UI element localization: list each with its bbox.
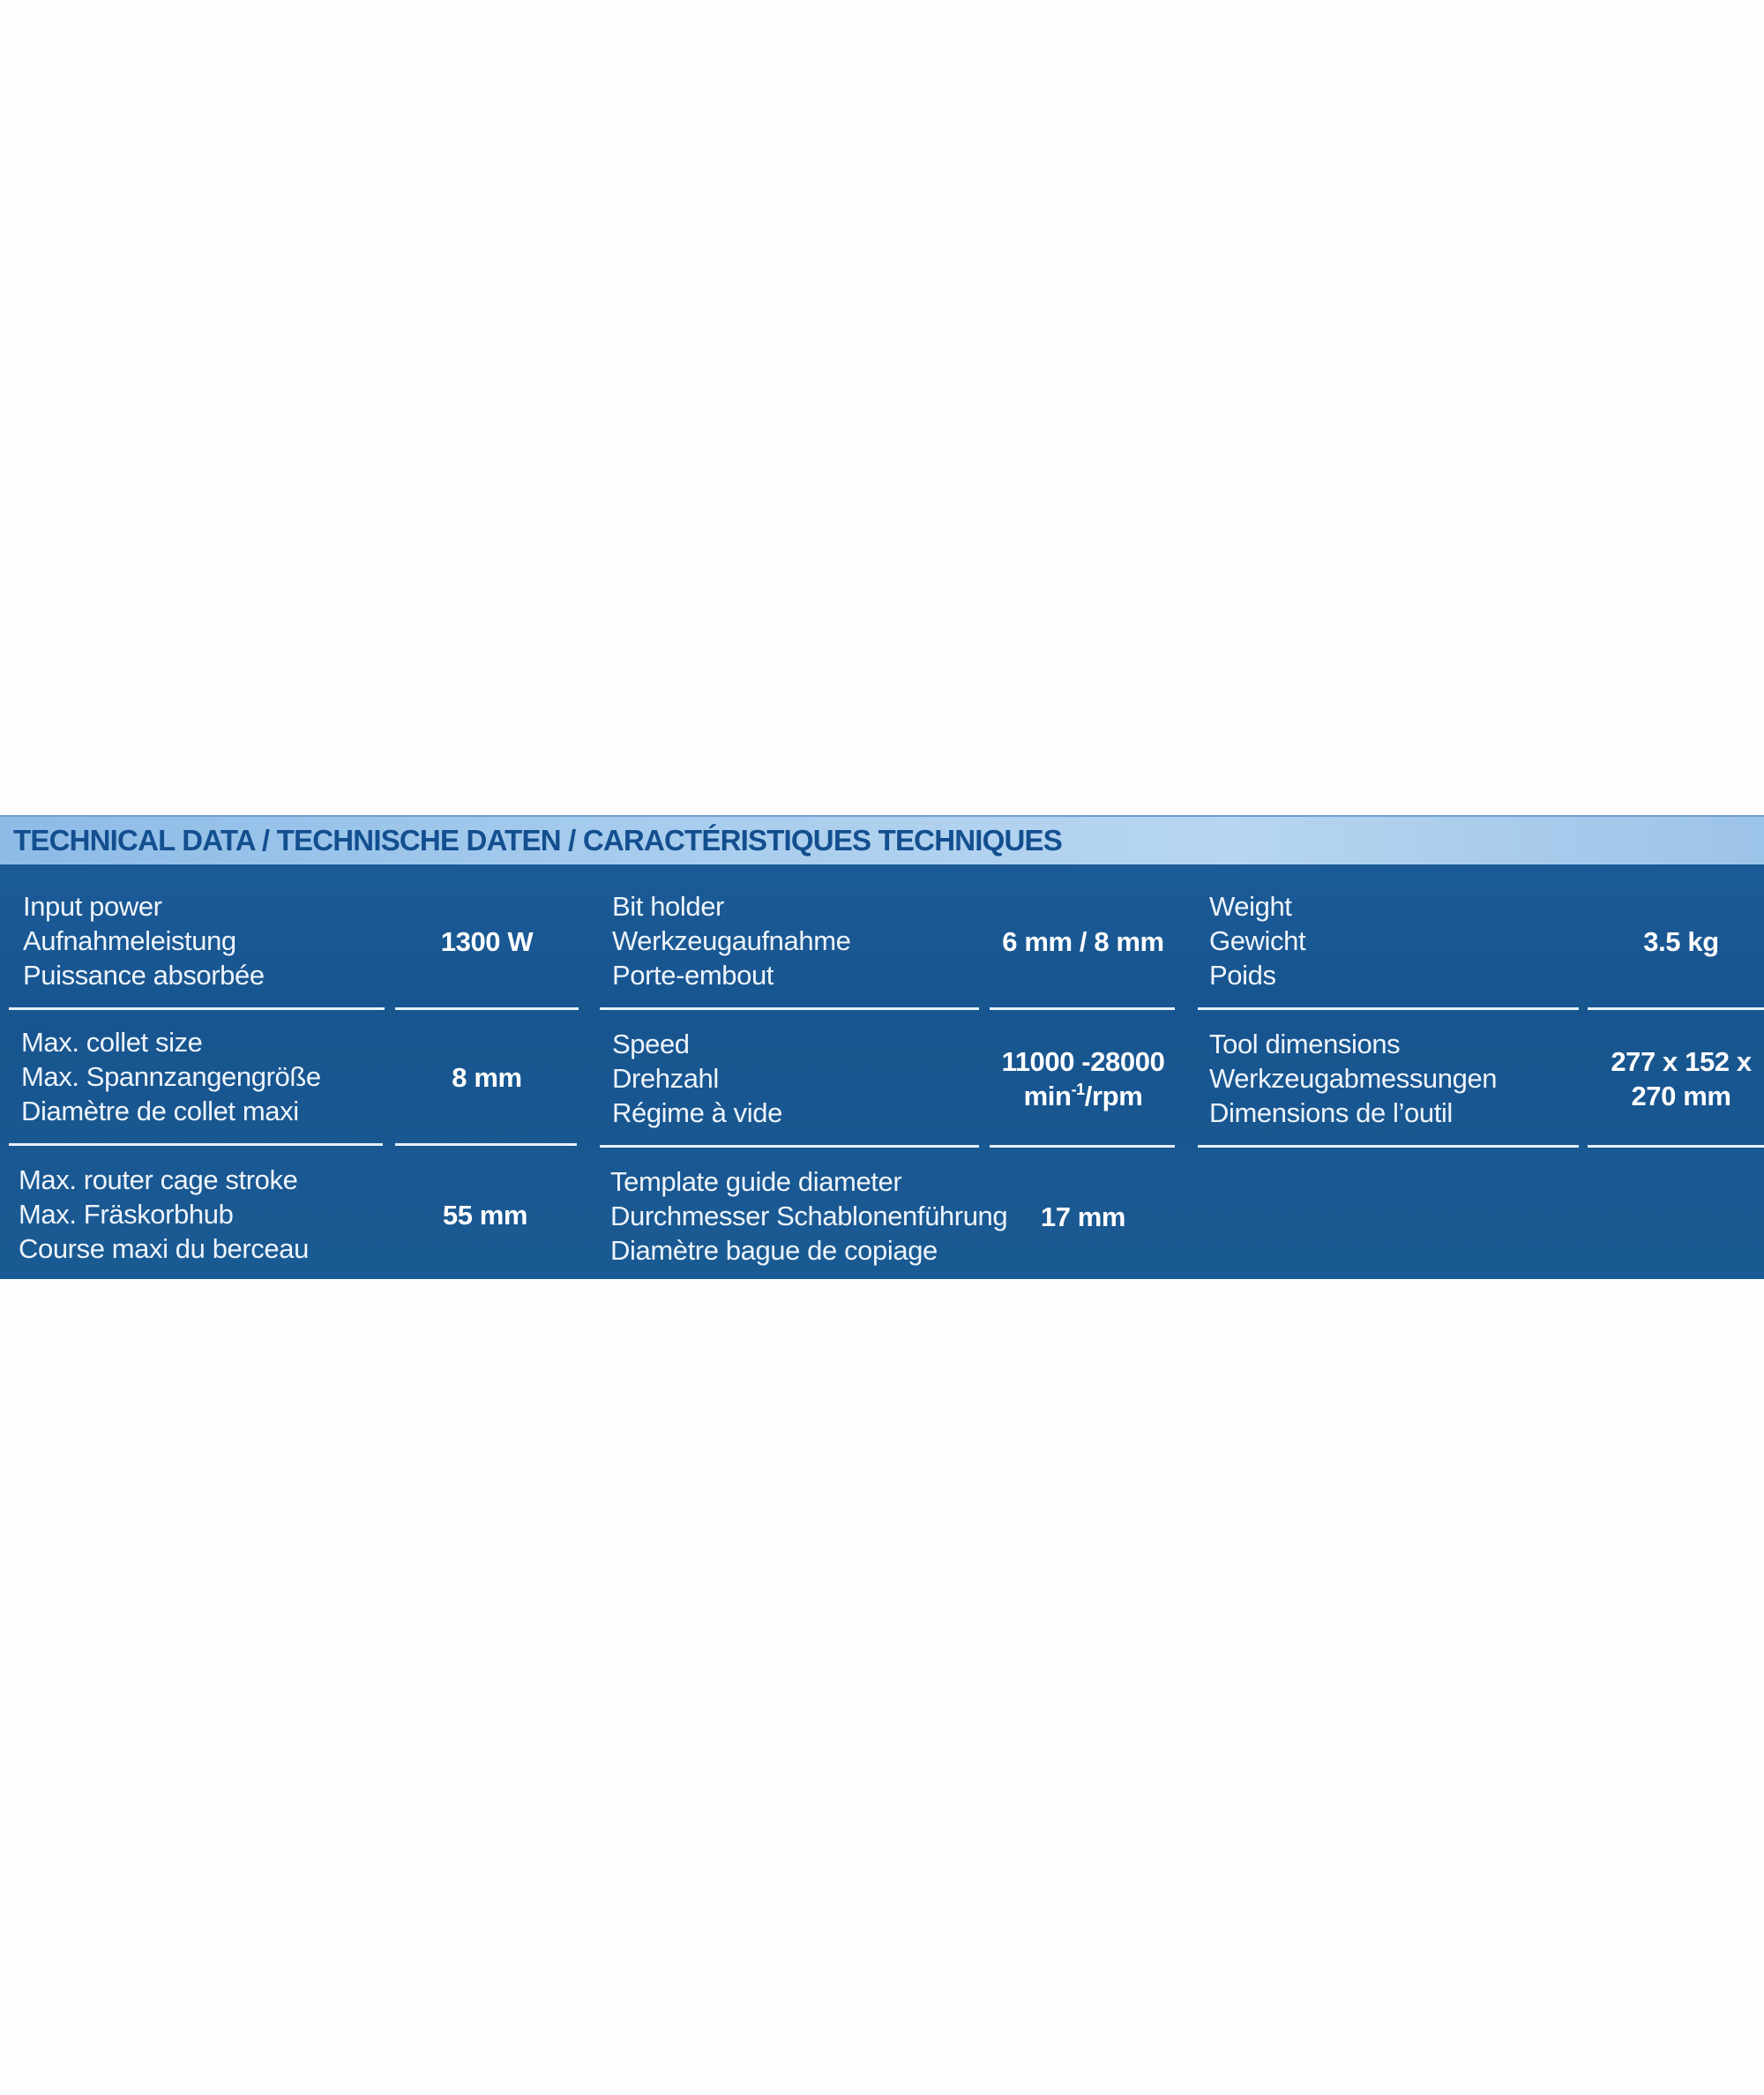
row-divider	[600, 1145, 979, 1148]
spec-label-weight: Weight Gewicht Poids	[1209, 891, 1306, 991]
page-title: TECHNICAL DATA / TECHNISCHE DATEN / CARACTÉRISTIQUES TECHNIQUES	[13, 824, 1062, 857]
header-band	[0, 815, 1764, 864]
spec-label-stroke: Max. router cage stroke Max. Fräskorbhub Course maxi du berceau	[19, 1164, 309, 1264]
spec-label-speed: Speed Drehzahl Régime à vide	[612, 1029, 782, 1128]
technical-data-panel	[0, 815, 1764, 1279]
row-divider	[600, 1007, 979, 1010]
spec-label-collet: Max. collet size Max. Spannzangengröße Diamètre de collet maxi	[21, 1027, 321, 1126]
row-divider	[990, 1007, 1175, 1010]
row-divider	[1588, 1145, 1764, 1148]
spec-label-bit-holder: Bit holder Werkzeugaufnahme Porte-embout	[612, 891, 851, 991]
row-divider	[9, 1007, 385, 1010]
row-divider	[1588, 1007, 1764, 1010]
row-divider	[395, 1007, 579, 1010]
row-divider	[395, 1143, 577, 1146]
row-divider	[1198, 1007, 1579, 1010]
row-divider	[990, 1145, 1175, 1148]
row-divider	[9, 1143, 383, 1146]
spec-value-collet: 8 mm	[452, 1062, 522, 1093]
spec-label-input-power: Input power Aufnahmeleistung Puissance absorbée	[23, 891, 265, 991]
row-divider	[1198, 1145, 1579, 1148]
spec-value-speed: 11000 -28000 $\min^{-1}$/rpm	[1001, 1046, 1165, 1111]
spec-value-weight: 3.5 kg	[1643, 926, 1719, 957]
spec-value-bit-holder: 6 mm / 8 mm	[1002, 926, 1164, 957]
spec-label-dimensions: Tool dimensions Werkzeugabmessungen Dimensions de l’outil	[1209, 1029, 1498, 1128]
spec-value-template-guide: 17 mm	[1040, 1201, 1126, 1232]
spec-value-input-power: 1300 W	[440, 926, 534, 957]
spec-label-template-guide: Template guide diameter Durchmesser Schablonenführung Diamètre bague de copiage	[610, 1166, 1008, 1266]
spec-value-stroke: 55 mm	[442, 1200, 528, 1231]
spec-value-dimensions: 277 x 152 x 270 mm	[1611, 1046, 1752, 1111]
